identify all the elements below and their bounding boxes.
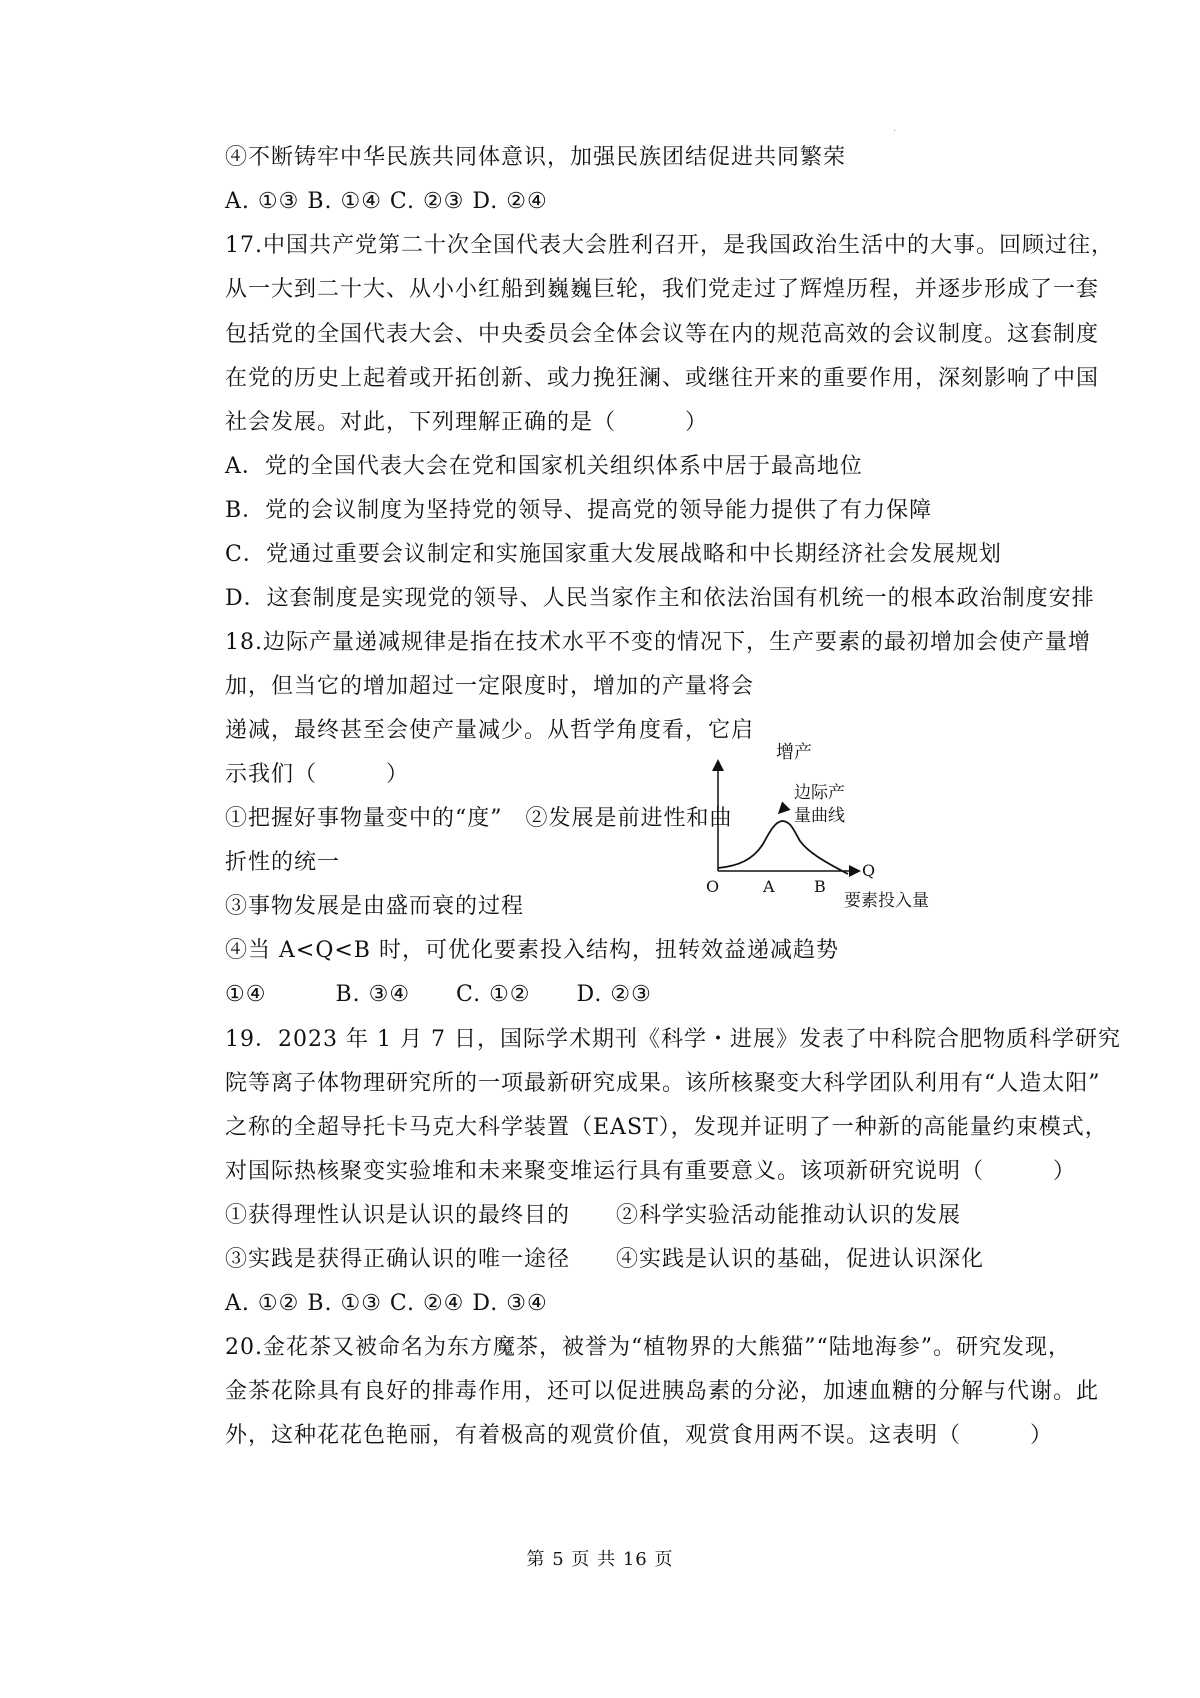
q20-stem-line: 金茶花除具有良好的排毒作用，还可以促进胰岛素的分泌，加速血糖的分解与代谢。此 <box>225 1379 1100 1404</box>
x-axis-label: 要素投入量 <box>844 891 929 911</box>
q18-statement-1-2: ①把握好事物量变中的“度” ②发展是前进性和曲 <box>225 806 733 831</box>
q18-statement-2-cont: 折性的统一 <box>225 850 341 875</box>
q17-option-a: A．党的全国代表大会在党和国家机关组织体系中居于最高地位 <box>225 454 863 479</box>
q17-option-b: B．党的会议制度为坚持党的领导、提高党的领导能力提供了有力保障 <box>225 498 933 523</box>
q19-answer-choices: A. ①② B. ①③ C. ②④ D. ③④ <box>225 1291 548 1316</box>
page-mark: · <box>893 126 897 137</box>
curve-label-line-2: 量曲线 <box>794 806 845 826</box>
q19-statements-3-4: ③实践是获得正确认识的唯一途径 ④实践是认识的基础，促进认识深化 <box>225 1247 985 1272</box>
q18-statement-4: ④当 A<Q<B 时，可优化要素投入结构，扭转效益递减趋势 <box>225 938 839 963</box>
point-b-label: B <box>814 877 826 896</box>
q20-stem-line: 20.金花茶又被命名为东方魔茶，被誉为“植物界的大熊猫”“陆地海参”。研究发现， <box>225 1335 1071 1360</box>
y-axis-label: 增产 <box>776 742 812 763</box>
q17-stem-line: 从一大到二十大、从小小红船到巍巍巨轮，我们党走过了辉煌历程，并逐步形成了一套 <box>225 277 1100 302</box>
x-axis-symbol: Q <box>862 861 876 880</box>
q17-option-d: D．这套制度是实现党的领导、人民当家作主和依法治国有机统一的根本政治制度安排 <box>225 586 1095 611</box>
marginal-product-figure <box>706 742 1008 922</box>
marginal-product-curve <box>718 821 848 874</box>
q18-statement-3: ③事物发展是由盛而衰的过程 <box>225 894 525 919</box>
q18-answer-choices: ①④ B. ③④ C. ①② D. ②③ <box>225 982 652 1007</box>
point-a-label: A <box>763 877 775 896</box>
q16-answer-choices: A. ①③ B. ①④ C. ②③ D. ②④ <box>225 189 548 214</box>
q17-stem-line: 包括党的全国代表大会、中央委员会全体会议等在内的规范高效的会议制度。这套制度 <box>225 322 1100 347</box>
page-footer: 第 5 页 共 16 页 <box>526 1549 674 1570</box>
q20-stem-line: 外，这种花花色艳丽，有着极高的观赏价值，观赏食用两不误。这表明（ ） <box>225 1423 1054 1448</box>
q19-statements-1-2: ①获得理性认识是认识的最终目的 ②科学实验活动能推动认识的发展 <box>225 1203 962 1228</box>
q18-stem-line: 18.边际产量递减规律是指在技术水平不变的情况下，生产要素的最初增加会使产量增 <box>225 630 1091 655</box>
marginal-product-diagram <box>706 742 1008 922</box>
q19-stem-line: 对国际热核聚变实验堆和未来聚变堆运行具有重要意义。该项新研究说明（ ） <box>225 1159 1077 1184</box>
q18-stem-line: 加，但当它的增加超过一定限度时，增加的产量将会 <box>225 674 755 699</box>
q17-stem-line: 在党的历史上起着或开拓创新、或力挽狂澜、或继往开来的重要作用，深刻影响了中国 <box>225 366 1100 391</box>
q19-stem-line: 19．2023 年 1 月 7 日，国际学术期刊《科学・进展》发表了中科院合肥物质科学研究 <box>225 1027 1121 1052</box>
q18-stem-line: 示我们（ ） <box>225 762 410 787</box>
curve-label-line-1: 边际产 <box>794 783 845 803</box>
q18-stem-line: 递减，最终甚至会使产量减少。从哲学角度看，它启 <box>225 718 755 743</box>
q19-stem-line: 院等离子体物理研究所的一项最新研究成果。该所核聚变大科学团队利用有“人造太阳” <box>225 1071 1101 1096</box>
q17-option-c: C．党通过重要会议制定和实施国家重大发展战略和中长期经济社会发展规划 <box>225 542 1002 567</box>
q19-stem-line: 之称的全超导托卡马克大科学装置（EAST），发现并证明了一种新的高能量约束模式， <box>225 1115 1108 1140</box>
q17-stem-line: 社会发展。对此，下列理解正确的是（ ） <box>225 410 709 435</box>
curve-label-pointer <box>780 806 786 812</box>
origin-label: O <box>706 877 720 896</box>
q17-stem-line: 17.中国共产党第二十次全国代表大会胜利召开，是我国政治生活中的大事。回顾过往， <box>225 233 1114 258</box>
q16-option-4: ④不断铸牢中华民族共同体意识，加强民族团结促进共同繁荣 <box>225 145 847 170</box>
